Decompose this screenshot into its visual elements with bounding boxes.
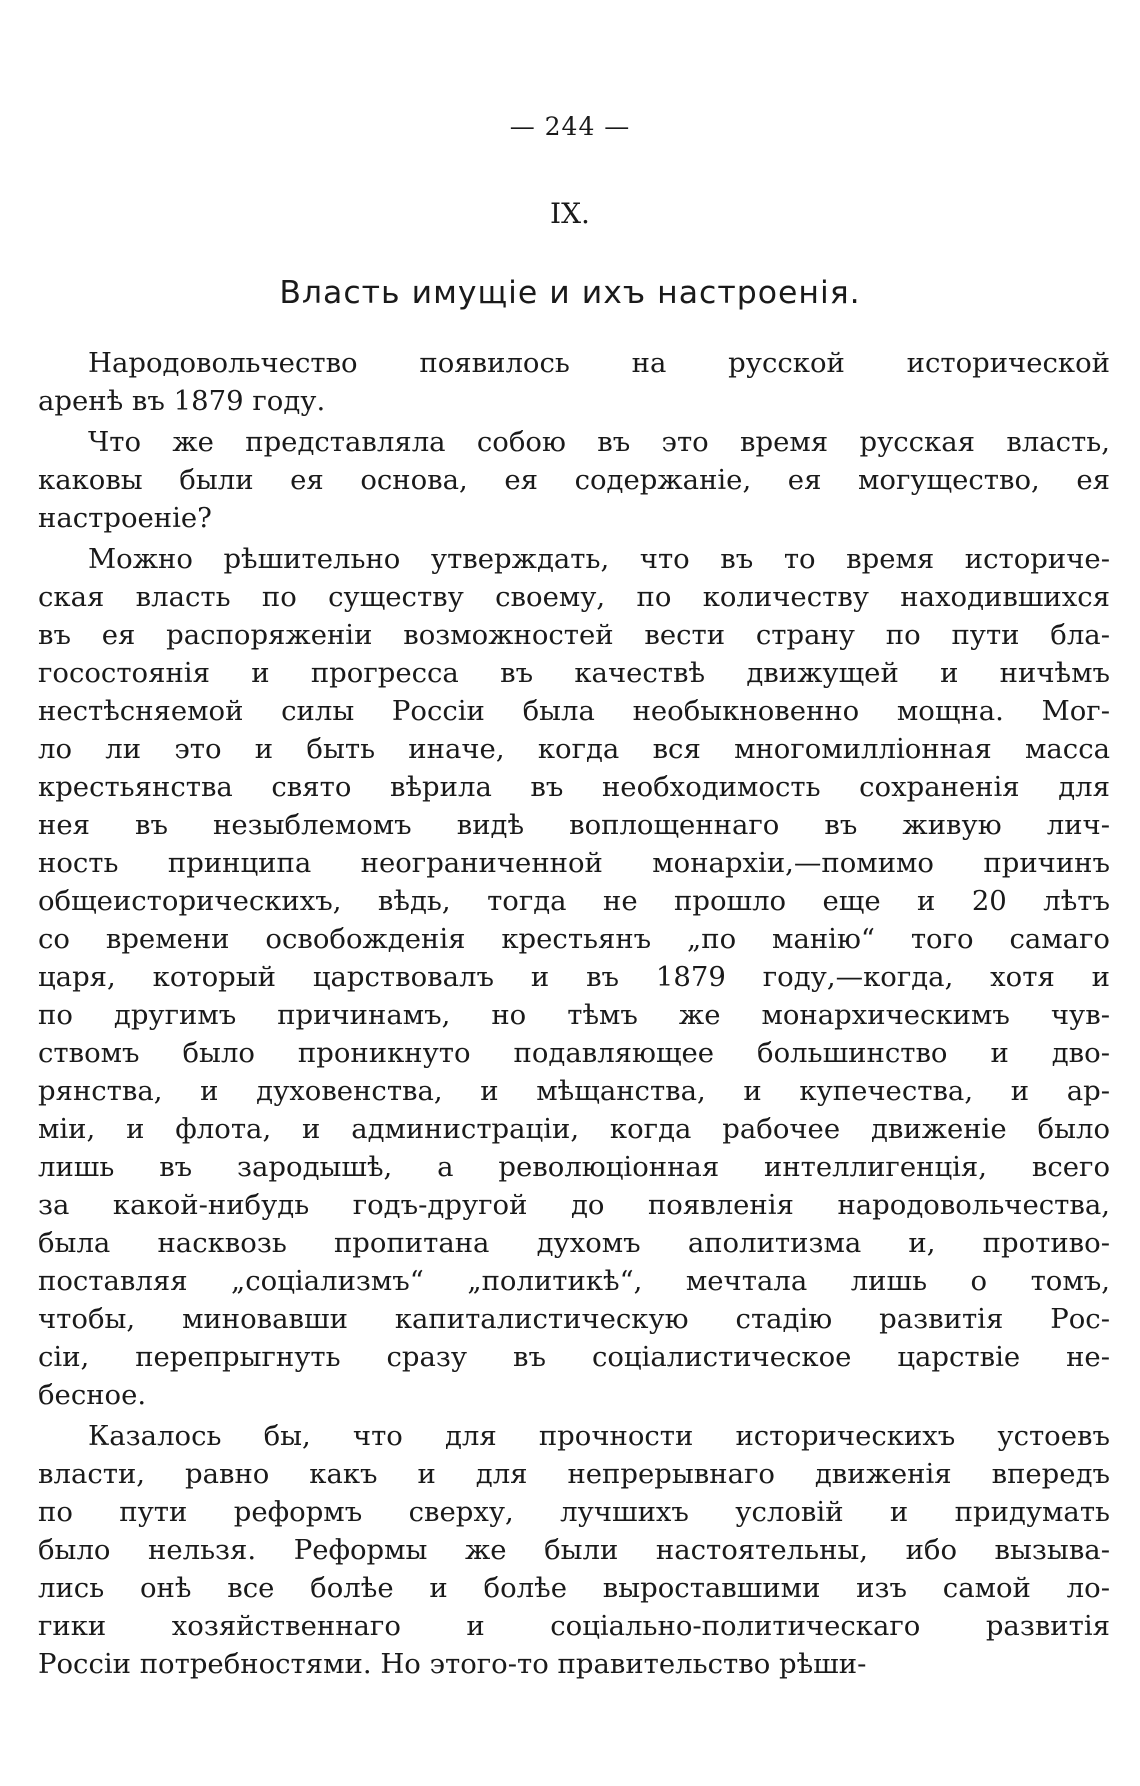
text-line: настроеніе?: [38, 502, 212, 534]
text-line: каковы были ея основа, ея содержаніе, ея могущество, ея: [38, 464, 1110, 496]
text-line: ло ли это и быть иначе, когда вся многомилліонная масса: [38, 733, 1110, 765]
text-line: поставляя „соціализмъ“ „политикѣ“, мечтала лишь о томъ,: [38, 1265, 1110, 1297]
text-line: міи, и флота, и администраціи, когда рабочее движеніе было: [38, 1113, 1110, 1145]
text-line: нея въ незыблемомъ видѣ воплощеннаго въ живую лич-: [38, 809, 1110, 841]
text-line: Россіи потребностями. Но этого-то правительство рѣши-: [38, 1648, 867, 1680]
chapter-number: IX.: [550, 197, 590, 230]
text-line: со времени освобожденія крестьянъ „по манію“ того самаго: [38, 923, 1110, 955]
text-line: Народовольчество появилось на русской исторической: [88, 347, 1110, 379]
text-line: крестьянства свято вѣрила въ необходимость сохраненія для: [38, 771, 1110, 803]
text-line: гики хозяйственнаго и соціально-политическаго развитія: [38, 1610, 1110, 1642]
text-line: ская власть по существу своему, по количеству находившихся: [38, 581, 1110, 613]
text-line: аренѣ въ 1879 году.: [38, 385, 326, 417]
text-line: ность принципа неограниченной монархіи,—помимо причинъ: [38, 847, 1110, 879]
text-line: чтобы, миновавши капиталистическую стадію развитія Рос-: [38, 1303, 1110, 1335]
text-line: лись онѣ все болѣе и болѣе выроставшими изъ самой ло-: [38, 1572, 1110, 1604]
text-line: Что же представляла собою въ это время русская власть,: [88, 426, 1110, 458]
text-line: Можно рѣшительно утверждать, что въ то время историче-: [88, 543, 1110, 575]
text-line: было нельзя. Реформы же были настоятельны, ибо вызыва-: [38, 1534, 1110, 1566]
chapter-title: Власть имущіе и ихъ настроенія.: [279, 275, 861, 311]
text-line: власти, равно какъ и для непрерывнаго движенія впередъ: [38, 1458, 1110, 1490]
text-line: общеисторическихъ, вѣдь, тогда не прошло еще и 20 лѣтъ: [38, 885, 1110, 917]
page-number: — 244 —: [509, 112, 631, 141]
text-line: нестѣсняемой силы Россіи была необыкновенно мощна. Мог-: [38, 695, 1110, 727]
text-line: за какой-нибудь годъ-другой до появленія народовольчества,: [38, 1189, 1110, 1221]
text-line: ствомъ было проникнуто подавляющее большинство и дво-: [38, 1037, 1110, 1069]
text-line: была насквозь пропитана духомъ аполитизма и, противо-: [38, 1227, 1110, 1259]
text-line: царя, который царствовалъ и въ 1879 году,—когда, хотя и: [38, 961, 1110, 993]
paragraph: [38, 344, 1110, 420]
body-text: [38, 344, 1110, 1683]
text-line: по другимъ причинамъ, но тѣмъ же монархическимъ чув-: [38, 999, 1110, 1031]
paragraph: [38, 540, 1110, 1414]
text-line: Казалось бы, что для прочности историческихъ устоевъ: [88, 1420, 1110, 1452]
paragraph: [38, 1417, 1110, 1683]
text-line: лишь въ зародышѣ, а революціонная интеллигенція, всего: [38, 1151, 1110, 1183]
text-line: въ ея распоряженіи возможностей вести страну по пути бла-: [38, 619, 1110, 651]
text-line: рянства, и духовенства, и мѣщанства, и купечества, и ар-: [38, 1075, 1110, 1107]
paragraph: [38, 423, 1110, 537]
text-line: по пути реформъ сверху, лучшихъ условій и придумать: [38, 1496, 1110, 1528]
text-line: бесное.: [38, 1379, 147, 1411]
text-line: сіи, перепрыгнуть сразу въ соціалистическое царствіе не-: [38, 1341, 1110, 1373]
text-line: госостоянія и прогресса въ качествѣ движущей и ничѣмъ: [38, 657, 1110, 689]
